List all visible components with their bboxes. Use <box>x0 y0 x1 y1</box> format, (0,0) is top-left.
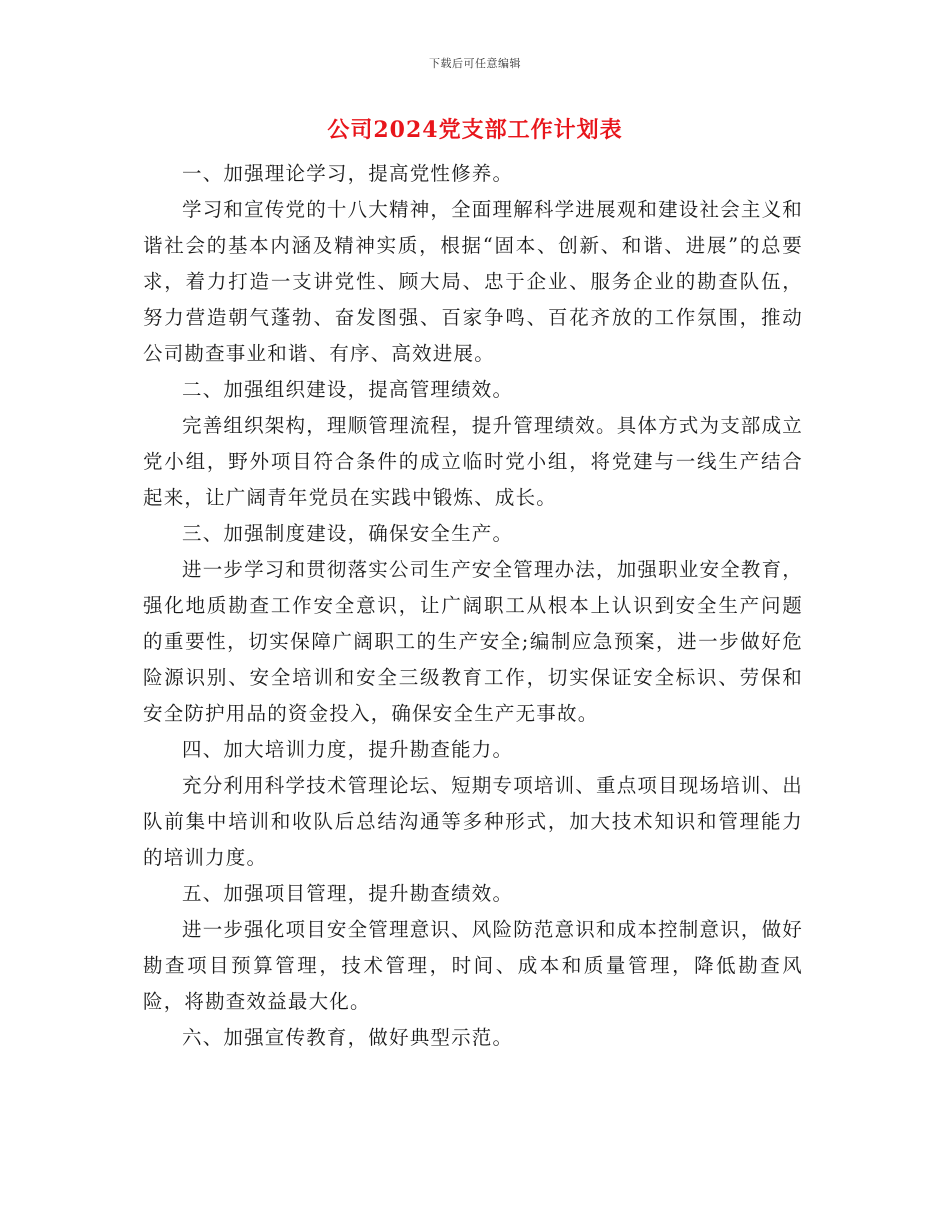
document-title: 公司2024党支部工作计划表 <box>327 117 623 143</box>
section-body-1: 学习和宣传党的十八大精神，全面理解科学进展观和建设社会主义和谐社会的基本内涵及精神实质，根据“固本、创新、和谐、进展”的总要求，着力打造一支讲党性、顾大局、忠于企业、服务企业的勘查队伍，努力营造朝气蓬勃、奋发图强、百家争鸣、百花齐放的工作氛围，推动公司勘查事业和谐、有序、高效进展。 <box>143 198 804 365</box>
section-body-5: 进一步强化项目安全管理意识、风险防范意识和成本控制意识，做好勘查项目预算管理，技术管理，时间、成本和质量管理，降低勘查风险，将勘查效益最大化。 <box>143 918 804 1013</box>
section-heading-1: 一、加强理论学习，提高党性修养。 <box>182 162 514 185</box>
section-heading-2: 二、加强组织建设，提高管理绩效。 <box>182 378 514 401</box>
section-body-4: 充分利用科学技术管理论坛、短期专项培训、重点项目现场培训、出队前集中培训和收队后总结沟通等多种形式，加大技术知识和管理能力的培训力度。 <box>143 774 804 869</box>
section-heading-3: 三、加强制度建设，确保安全生产。 <box>182 522 514 545</box>
section-body-3: 进一步学习和贯彻落实公司生产安全管理办法，加强职业安全教育，强化地质勘查工作安全意识，让广阔职工从根本上认识到安全生产问题的重要性，切实保障广阔职工的生产安全;编制应急预案，进一步做好危险源识别、安全培训和安全三级教育工作，切实保证安全标识、劳保和安全防护用品的资金投入，确保安全生产无事故。 <box>143 558 804 725</box>
section-heading-5: 五、加强项目管理，提升勘查绩效。 <box>182 882 514 905</box>
header-note: 下载后可任意编辑 <box>429 57 521 70</box>
section-heading-6: 六、加强宣传教育，做好典型示范。 <box>182 1026 514 1049</box>
section-body-2: 完善组织架构，理顺管理流程，提升管理绩效。具体方式为支部成立党小组，野外项目符合条件的成立临时党小组，将党建与一线生产结合起来，让广阔青年党员在实践中锻炼、成长。 <box>143 414 804 509</box>
section-heading-4: 四、加大培训力度，提升勘查能力。 <box>182 738 514 761</box>
document-body <box>143 156 803 1056</box>
